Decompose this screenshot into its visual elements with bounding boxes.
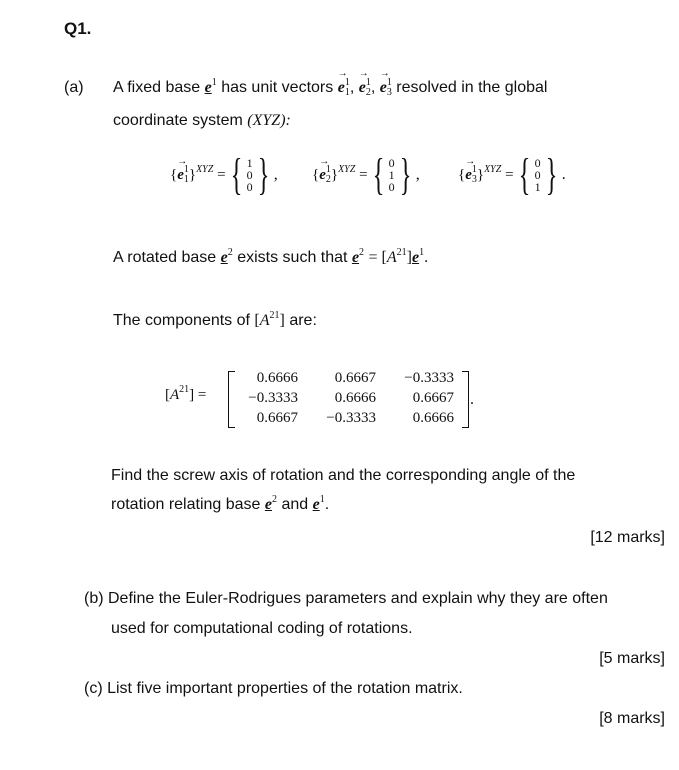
- matrix-cell: 0.6666: [412, 410, 454, 426]
- base-e1: e: [204, 79, 212, 96]
- matrix-cell: −0.3333: [404, 370, 454, 386]
- matrix-cell: 0.6667: [256, 410, 298, 426]
- part-b-line2: used for computational coding of rotations.: [111, 620, 413, 637]
- matrix-cell: 0.6666: [334, 390, 376, 406]
- part-a-intro-line1: A fixed base $e^1$ has unit vectors → $e^1_1$, → $e^1_2$, → $e^1_3$ resolved in the global: [113, 79, 547, 97]
- rotated-base-line: A rotated base $e^2$ exists such that $e^2 = [A^{21}]e^1$.: [113, 247, 429, 266]
- vector-e11: → e: [338, 79, 345, 97]
- matrix-cell: −0.3333: [326, 410, 376, 426]
- rotation-matrix: [226, 370, 454, 427]
- intro-text-end: resolved in the global: [396, 79, 548, 96]
- vector-e21: → e: [359, 79, 366, 97]
- intro-text-post: has unit vectors: [221, 79, 334, 96]
- matrix-cell: −0.3333: [248, 390, 298, 406]
- intro-text-pre: A fixed base: [113, 79, 201, 96]
- marks-a: [12 marks]: [590, 529, 665, 546]
- vector-equation-1: {→ $e^1_1\}^{XYZ}$ = { 1 0 0 } ,: [170, 155, 278, 195]
- part-a-intro-line2: coordinate system (XYZ):: [113, 112, 291, 129]
- marks-c: [8 marks]: [599, 710, 665, 727]
- matrix-label: $[A^{21}]$ =: [165, 384, 207, 403]
- vector-equation-3: {→ $e^1_3\}^{XYZ}$ = { 0 0 1 } .: [458, 155, 566, 195]
- matrix-cell: 0.6667: [334, 370, 376, 386]
- vector-e31: → e: [380, 79, 387, 97]
- marks-b: [5 marks]: [599, 650, 665, 667]
- xyz-label: (XYZ):: [247, 112, 291, 129]
- question-number: Q1.: [64, 19, 92, 38]
- components-line: The components of $[A^{21}]$ are:: [113, 310, 317, 329]
- vector-equation-2: {→ $e^1_2\}^{XYZ}$ = { 0 1 0 } ,: [312, 155, 420, 195]
- task-line2: rotation relating base $e^2$ and $e^1$.: [111, 494, 330, 513]
- part-a-label: (a): [64, 79, 84, 96]
- task-line1: Find the screw axis of rotation and the corresponding angle of the: [111, 467, 576, 484]
- part-c-line1: (c) List five important properties of the rotation matrix.: [84, 680, 463, 697]
- matrix-right-bracket: [462, 371, 469, 428]
- matrix-cell: 0.6666: [256, 370, 298, 386]
- matrix-period: .: [470, 391, 474, 408]
- matrix-cell: 0.6667: [412, 390, 454, 406]
- part-b-line1: (b) Define the Euler-Rodrigues parameters and explain why they are often: [84, 590, 608, 607]
